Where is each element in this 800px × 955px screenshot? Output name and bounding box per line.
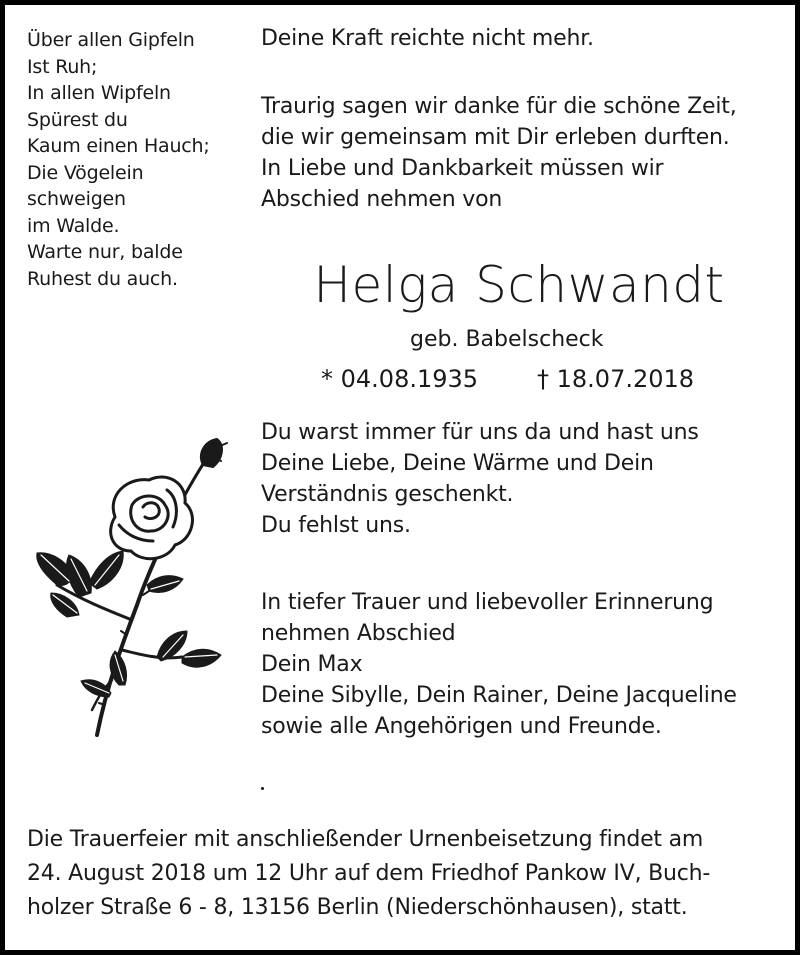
poem-line: Ist Ruh; bbox=[27, 55, 98, 78]
intro-text bbox=[261, 91, 737, 215]
mourners-line: sowie alle Angehörigen und Freunde. bbox=[261, 714, 662, 739]
maiden-name: geb. Babelscheck bbox=[410, 327, 604, 352]
poem-line: Spürest du bbox=[27, 108, 128, 131]
poem-line: Ruhest du auch. bbox=[27, 267, 178, 290]
poem-line: schweigen bbox=[27, 188, 126, 210]
poem-line: Über allen Gipfeln bbox=[27, 29, 195, 51]
mourners-line: In tiefer Trauer und liebevoller Erinnerung bbox=[261, 590, 714, 615]
message-line: Verständnis geschenkt. bbox=[261, 482, 514, 507]
opening-line bbox=[261, 23, 594, 54]
funeral-line: 24. August 2018 um 12 Uhr auf dem Friedhof Pankow IV, Buch- bbox=[27, 861, 711, 886]
message-line: Du warst immer für uns da und hast uns bbox=[261, 420, 699, 445]
poem-line: Kaum einen Hauch; bbox=[27, 135, 210, 157]
intro-line: die wir gemeinsam mit Dir erleben durften. bbox=[261, 125, 730, 150]
poem-line: Warte nur, balde bbox=[27, 241, 183, 263]
mourners-line: Dein Max bbox=[261, 652, 363, 677]
death-date: † 18.07.2018 bbox=[537, 365, 695, 393]
birth-date: * 04.08.1935 bbox=[321, 365, 479, 393]
poem-line: In allen Wipfeln bbox=[27, 82, 171, 104]
poem bbox=[27, 27, 210, 292]
poem-line: Die Vögelein bbox=[27, 161, 144, 184]
message-line: Du fehlst uns. bbox=[261, 513, 411, 538]
funeral-line: Die Trauerfeier mit anschließender Urnenbeisetzung findet am bbox=[27, 827, 704, 852]
deceased-name: Helga Schwandt bbox=[313, 256, 725, 314]
intro-line: In Liebe und Dankbarkeit müssen wir bbox=[261, 156, 664, 181]
divider-dot bbox=[261, 787, 264, 790]
message-text bbox=[261, 417, 699, 541]
message-line: Deine Liebe, Deine Wärme und Dein bbox=[261, 451, 654, 476]
funeral-info bbox=[27, 823, 710, 925]
opening-text: Deine Kraft reichte nicht mehr. bbox=[261, 26, 594, 51]
poem-line: im Walde. bbox=[27, 214, 120, 237]
mourners-line: nehmen Abschied bbox=[261, 621, 456, 646]
funeral-line: holzer Straße 6 - 8, 13156 Berlin (Niederschönhausen), statt. bbox=[27, 895, 688, 920]
mourners-text bbox=[261, 587, 737, 742]
intro-line: Abschied nehmen von bbox=[261, 187, 503, 212]
obituary-notice bbox=[5, 5, 795, 950]
mourners-line: Deine Sibylle, Dein Rainer, Deine Jacqueline bbox=[261, 683, 737, 708]
rose-icon bbox=[27, 435, 237, 745]
intro-line: Traurig sagen wir danke für die schöne Zeit, bbox=[261, 94, 737, 119]
